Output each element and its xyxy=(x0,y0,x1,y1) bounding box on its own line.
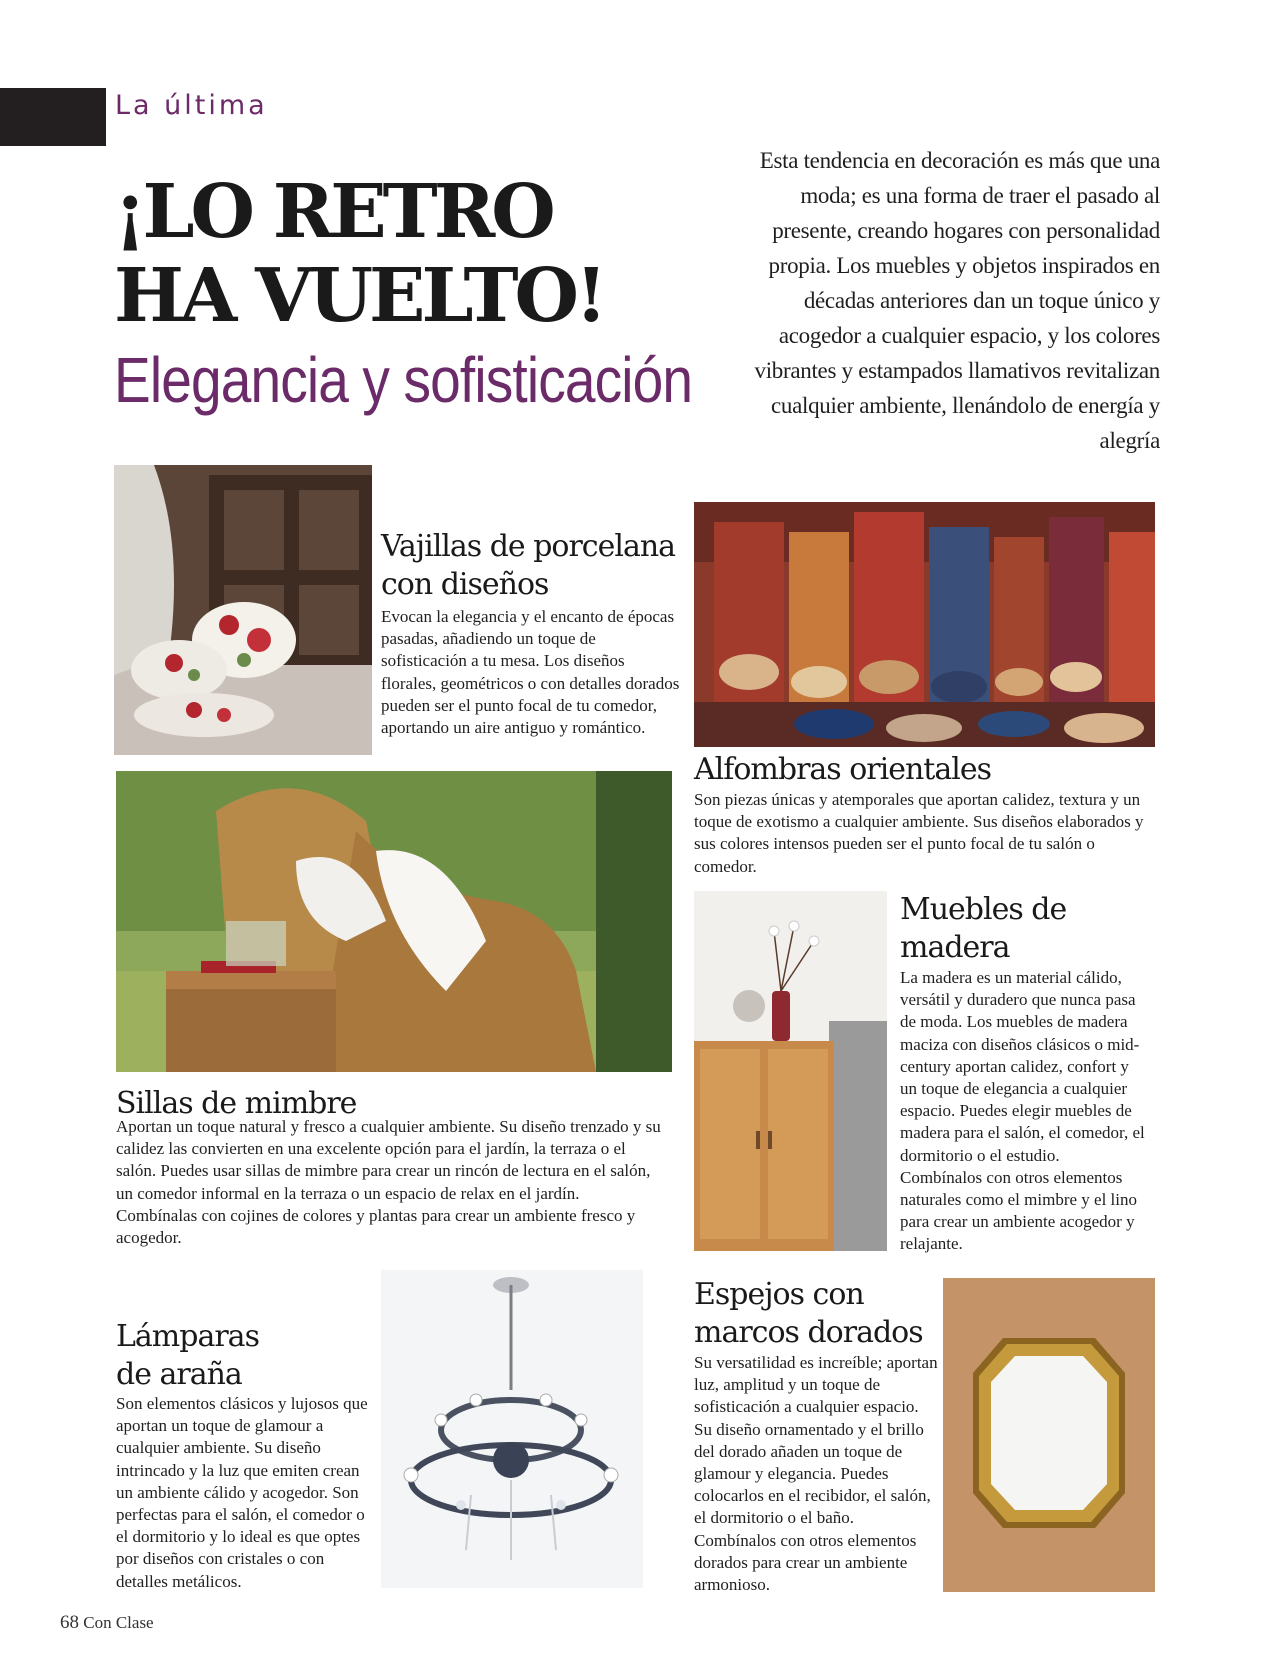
title-line-2: HA VUELTO! xyxy=(114,253,604,339)
body-sillas: Aportan un toque natural y fresco a cualquier ambiente. Su diseño trenzado y su calidez las convierten en una excelente opción para el jardín, la terraza o el salón. Puedes usar sillas de mimbre para crear un rincón de lectura en el salón, un comedor informal en la terraza o un espacio de relax en el jardín. Combínalas con cojines de colores y plantas para crear un ambiente fresco y acogedor. xyxy=(116,1117,661,1248)
gold-mirror-photo xyxy=(943,1278,1155,1592)
heading-vajillas: Vajillas de porcelana con diseños xyxy=(381,529,676,602)
rugs-photo xyxy=(694,502,1155,747)
magazine-name: Con Clase xyxy=(83,1613,154,1632)
header-bar xyxy=(0,88,106,146)
page-number: 68 xyxy=(60,1612,79,1633)
wicker-chair-photo xyxy=(116,771,672,1072)
wooden-cabinet-photo xyxy=(694,891,887,1251)
section-label: La última xyxy=(115,90,268,121)
body-lamparas: Son elementos clásicos y lujosos que aportan un toque de glamour a cualquier ambiente. Su diseño intrincado y la luz que emiten crean un ambiente cálido y acogedor. Son perfectas para el salón, el comedor o el dormitorio y lo ideal es que optes por diseños con cristales o con detalles metálicos. xyxy=(116,1394,368,1591)
porcelain-photo xyxy=(114,465,372,755)
heading-alfombras: Alfombras orientales xyxy=(694,752,991,787)
heading-sillas: Sillas de mimbre xyxy=(116,1086,357,1121)
page-subtitle: Elegancia y sofisticación xyxy=(114,344,693,416)
body-vajillas: Evocan la elegancia y el encanto de épocas pasadas, añadiendo un toque de sofisticación a tu mesa. Los diseños florales, geométricos o con detalles dorados pueden ser el punto focal de tu comedor, aportando un aire antiguo y romántico. xyxy=(381,607,680,738)
page-footer xyxy=(60,1612,154,1634)
chandelier-photo xyxy=(381,1270,643,1588)
intro-paragraph: Esta tendencia en decoración es más que una moda; es una forma de traer el pasado al presente, creando hogares con personalidad propia. Los muebles y objetos inspirados en décadas anteriores dan un toque único y acogedor a cualquier espacio, y los colores vibrantes y estampados llamativos revitalizan cualquier ambiente, llenándolo de energía y alegría xyxy=(754,148,1160,453)
page-title xyxy=(114,170,674,338)
heading-lamparas: Lámparas de araña xyxy=(116,1319,259,1392)
body-alfombras: Son piezas únicas y atemporales que aportan calidez, textura y un toque de exotismo a cualquier ambiente. Sus diseños elaborados y sus colores intensos pueden ser el punto focal de tu salón o comedor. xyxy=(694,790,1144,876)
title-line-1: ¡LO RETRO xyxy=(114,169,552,255)
body-espejos: Su versatilidad es increíble; aportan luz, amplitud y un toque de sofisticación a cualquier espacio. Su diseño ornamentado y el brillo del dorado añaden un toque de glamour y elegancia. Puedes colocarlos en el recibidor, el salón, el dormitorio o el baño. Combínalos con otros elementos dorados para crear un ambiente armonioso. xyxy=(694,1353,938,1595)
heading-muebles: Muebles de madera xyxy=(900,892,1067,965)
body-muebles: La madera es un material cálido, versátil y duradero que nunca pasa de moda. Los muebles de madera maciza con diseños clásicos o mid-century aportan calidez, confort y un toque de elegancia a cualquier espacio. Puedes elegir muebles de madera para el salón, el comedor, el dormitorio o el estudio. Combínalos con otros elementos naturales como el mimbre y el lino para crear un ambiente acogedor y relajante. xyxy=(900,968,1145,1254)
heading-espejos: Espejos con marcos dorados xyxy=(694,1277,923,1350)
